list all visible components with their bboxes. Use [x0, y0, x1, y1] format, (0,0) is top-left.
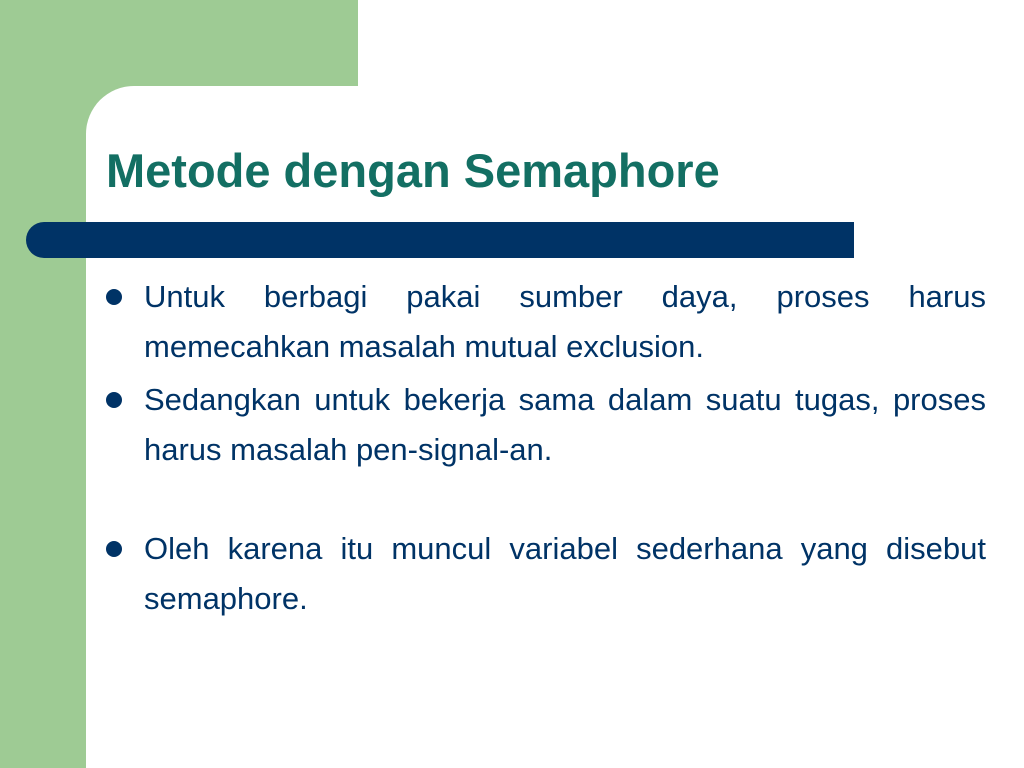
- bullet-item: [106, 272, 986, 372]
- slide-title: Metode dengan Semaphore: [106, 144, 720, 197]
- bullet-text: Sedangkan untuk bekerja sama dalam suatu tugas, proses harus masalah pen-signal-an.: [144, 382, 986, 467]
- bullet-item: [106, 375, 986, 475]
- bullet-dot-icon: [106, 289, 122, 305]
- bullet-item: [106, 524, 986, 624]
- bullet-list: [106, 272, 986, 624]
- bullet-dot-icon: [106, 541, 122, 557]
- bullet-text: Oleh karena itu muncul variabel sederhana yang disebut semaphore.: [144, 531, 986, 616]
- title-underline-bar: [26, 222, 854, 258]
- bullet-text: Untuk berbagi pakai sumber daya, proses harus memecahkan masalah mutual exclusion.: [144, 279, 986, 364]
- bullet-dot-icon: [106, 392, 122, 408]
